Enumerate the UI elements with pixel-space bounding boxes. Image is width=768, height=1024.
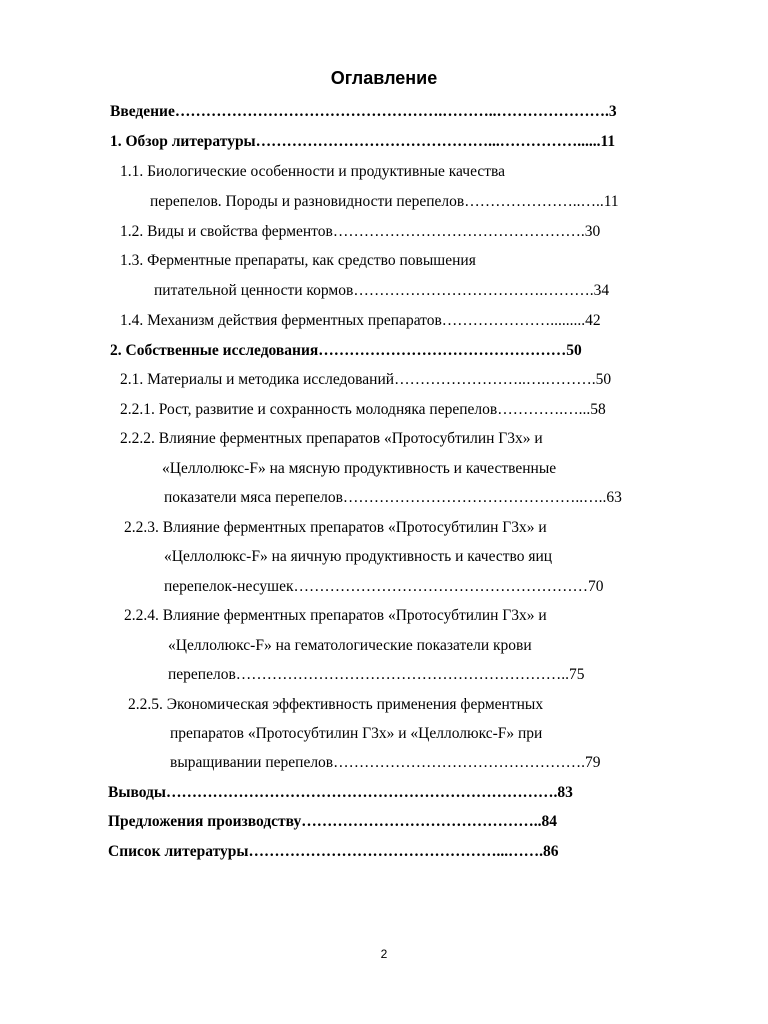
toc-title: Оглавление: [330, 68, 438, 88]
toc-entry-introduction: Введение…………………………………………….………..………………….3: [110, 103, 617, 120]
toc-entry-2-2-5-line2: препаратов «Протосубтилин Г3х» и «Целлолюкс-F» при: [170, 725, 543, 742]
toc-entry-2-2-5-line3: выращивании перепелов………………………………………….79: [170, 754, 601, 771]
toc-entry-1-3-line1: 1.3. Ферментные препараты, как средство повышения: [120, 252, 476, 269]
toc-entry-2-1: 2.1. Материалы и методика исследований……………………..….……….50: [120, 371, 612, 388]
toc-entry-2-2-3-line1: 2.2.3. Влияние ферментных препаратов «Протосубтилин Г3х» и: [124, 519, 547, 536]
toc-entry-own-research: 2. Собственные исследования…………………………………………50: [110, 342, 582, 359]
toc-entry-1-4: 1.4. Механизм действия ферментных препаратов………………….........42: [120, 312, 601, 329]
toc-entry-production-proposals: Предложения производству………………………………………..84: [108, 813, 557, 830]
toc-entry-2-2-2-line1: 2.2.2. Влияние ферментных препаратов «Протосубтилин Г3х» и: [120, 430, 543, 447]
toc-entry-1-1-line2: перепелов. Породы и разновидности перепелов…………………..…..11: [150, 193, 619, 210]
toc-entry-2-2-2-line3: показатели мяса перепелов………………………………………..…..63: [164, 489, 622, 506]
toc-entry-1-2: 1.2. Виды и свойства ферментов………………………………………….30: [120, 223, 601, 240]
toc-entry-2-2-4-line2: «Целлолюкс-F» на гематологические показатели крови: [168, 637, 532, 654]
toc-entry-2-2-2-line2: «Целлолюкс-F» на мясную продуктивность и качественные: [162, 460, 557, 477]
toc-entry-conclusions: Выводы………………………………………………………………….83: [108, 784, 573, 801]
toc-entry-2-2-4-line3: перепелов………………………………………………………..75: [168, 666, 585, 683]
toc-entry-1-1-line1: 1.1. Биологические особенности и продуктивные качества: [120, 163, 505, 180]
toc-entry-2-2-3-line3: перепелок-несушек…………………………………………………70: [164, 578, 604, 595]
toc-entry-literature-review: 1. Обзор литературы………………………………………...……………......11: [110, 133, 616, 150]
toc-entry-references: Список литературы…………………………………………...…….86: [108, 843, 559, 860]
toc-entry-2-2-1: 2.2.1. Рост, развитие и сохранность молодняка перепелов………….…...58: [120, 401, 606, 418]
toc-entry-2-2-5-line1: 2.2.5. Экономическая эффективность применения ферментных: [128, 696, 544, 713]
toc-entry-2-2-3-line2: «Целлолюкс-F» на яичную продуктивность и качество яиц: [164, 548, 553, 565]
toc-entry-2-2-4-line1: 2.2.4. Влияние ферментных препаратов «Протосубтилин Г3х» и: [124, 607, 547, 624]
toc-entry-1-3-line2: питательной ценности кормов……………………………….……….34: [154, 282, 610, 299]
page-number: 2: [380, 947, 388, 961]
